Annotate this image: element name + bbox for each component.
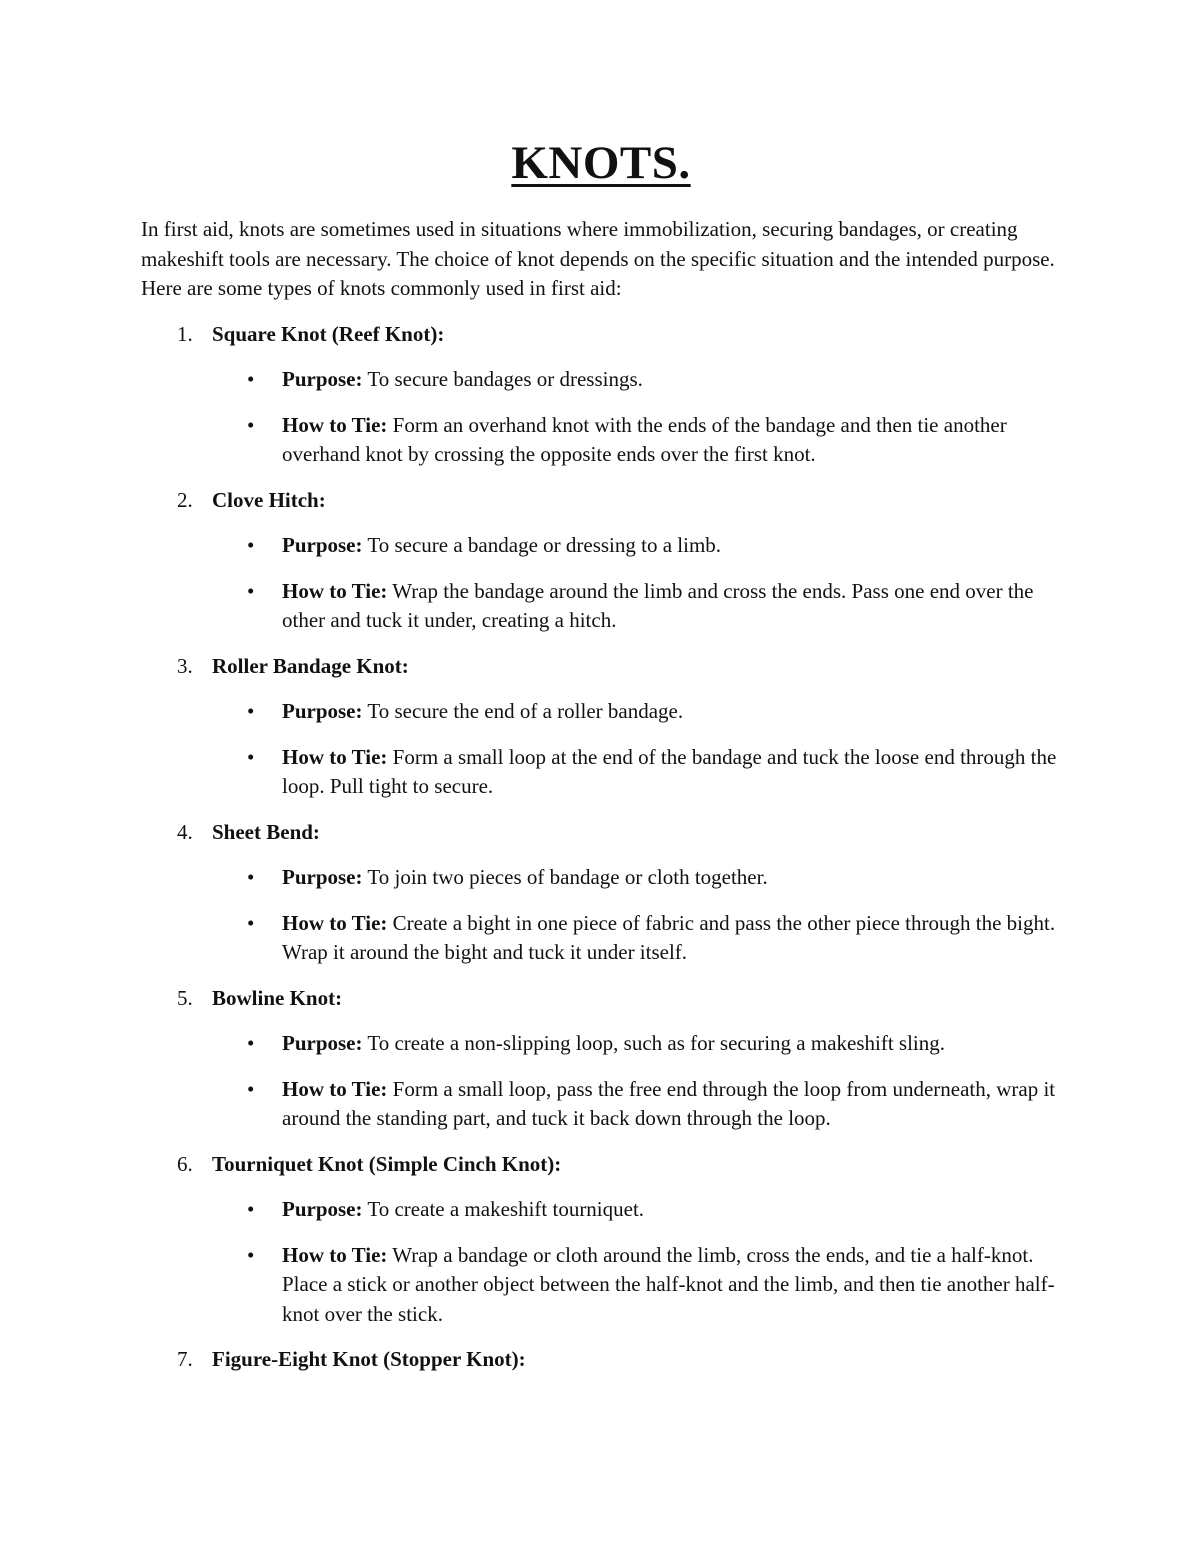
knot-name: Figure-Eight Knot (Stopper Knot): xyxy=(212,1347,526,1371)
howto-text: Form an overhand knot with the ends of the bandage and then tie another overhand knot by crossing the opposite ends over the first knot. xyxy=(282,412,1007,466)
howto-text: Form a small loop at the end of the bandage and tuck the loose end through the loop. Pull tight to secure. xyxy=(282,744,1057,798)
howto-label: How to Tie: xyxy=(282,744,388,769)
purpose-label: Purpose: xyxy=(282,1031,363,1055)
knot-number: 2. xyxy=(177,487,193,512)
purpose-label: Purpose: xyxy=(282,865,363,889)
knot-item xyxy=(141,1150,1061,1330)
knot-number: 6. xyxy=(177,1151,193,1176)
bullet-icon: • xyxy=(247,533,255,557)
knot-number: 3. xyxy=(177,653,193,678)
knot-name: Square Knot (Reef Knot): xyxy=(212,321,445,346)
bullet-icon: • xyxy=(247,1076,255,1101)
knot-heading xyxy=(141,818,1061,848)
purpose-bullet xyxy=(141,1195,1061,1225)
howto-text: Wrap a bandage or cloth around the limb, cross the ends, and tie a half-knot. Place a stick or another object between the half-knot and the limb, and then tie another half-knot over the stick. xyxy=(282,1242,1055,1326)
purpose-label: Purpose: xyxy=(282,1197,363,1221)
purpose-text: To secure the end of a roller bandage. xyxy=(367,699,684,723)
howto-bullet xyxy=(141,1075,1061,1134)
howto-label: How to Tie: xyxy=(282,1076,388,1101)
purpose-text: To secure a bandage or dressing to a limb. xyxy=(367,533,722,557)
howto-text: Create a bight in one piece of fabric and pass the other piece through the bight. Wrap it around the bight and tuck it under itself. xyxy=(282,910,1056,964)
purpose-text: To join two pieces of bandage or cloth together. xyxy=(367,865,768,889)
bullet-icon: • xyxy=(247,744,255,769)
purpose-text: To create a non-slipping loop, such as for securing a makeshift sling. xyxy=(367,1031,946,1055)
purpose-text: To secure bandages or dressings. xyxy=(367,367,643,391)
howto-text: Form a small loop, pass the free end through the loop from underneath, wrap it around the standing part, and tuck it back down through the loop. xyxy=(282,1076,1056,1130)
knot-list xyxy=(141,320,1061,1330)
howto-bullet xyxy=(141,411,1061,470)
purpose-bullet xyxy=(141,697,1061,727)
bullet-icon: • xyxy=(247,1242,255,1267)
knot-heading xyxy=(141,486,1061,516)
purpose-label: Purpose: xyxy=(282,533,363,557)
howto-text: Wrap the bandage around the limb and cross the ends. Pass one end over the other and tuck it under, creating a hitch. xyxy=(282,578,1034,632)
bullet-icon: • xyxy=(247,865,255,889)
knot-name: Sheet Bend: xyxy=(212,819,320,844)
knot-name: Roller Bandage Knot: xyxy=(212,653,409,678)
intro-paragraph: In first aid, knots are sometimes used in situations where immobilization, securing bandages, or creating makeshift tools are necessary. The choice of knot depends on the specific situation and the intended purpose. Here are some types of knots commonly used in first aid: xyxy=(141,217,1055,300)
knot-item xyxy=(141,652,1061,802)
purpose-bullet xyxy=(141,531,1061,561)
knot-item xyxy=(141,486,1061,636)
knot-heading xyxy=(141,320,1061,350)
howto-bullet xyxy=(141,577,1061,636)
bullet-icon: • xyxy=(247,910,255,935)
purpose-label: Purpose: xyxy=(282,367,363,391)
howto-label: How to Tie: xyxy=(282,910,388,935)
bullet-icon: • xyxy=(247,699,255,723)
knot-number: 5. xyxy=(177,985,193,1010)
howto-label: How to Tie: xyxy=(282,1242,388,1267)
knot-name: Tourniquet Knot (Simple Cinch Knot): xyxy=(212,1151,562,1176)
knot-item xyxy=(141,818,1061,968)
knot-heading xyxy=(141,652,1061,682)
knot-number: 1. xyxy=(177,321,193,346)
knot-heading xyxy=(141,984,1061,1014)
document-page xyxy=(141,137,1061,1391)
bullet-icon: • xyxy=(247,1031,255,1055)
knot-heading xyxy=(141,1150,1061,1180)
knot-number: 7. xyxy=(177,1347,193,1371)
knot-name: Bowline Knot: xyxy=(212,985,343,1010)
purpose-bullet xyxy=(141,863,1061,893)
purpose-text: To create a makeshift tourniquet. xyxy=(367,1197,645,1221)
howto-bullet xyxy=(141,1241,1061,1330)
howto-bullet xyxy=(141,743,1061,802)
knot-number: 4. xyxy=(177,819,193,844)
howto-label: How to Tie: xyxy=(282,412,388,437)
bullet-icon: • xyxy=(247,578,255,603)
purpose-bullet xyxy=(141,1029,1061,1059)
knot-name: Clove Hitch: xyxy=(212,487,326,512)
bullet-icon: • xyxy=(247,412,255,437)
bullet-icon: • xyxy=(247,367,255,391)
howto-bullet xyxy=(141,909,1061,968)
knot-heading xyxy=(141,1345,1061,1375)
knot-item-last xyxy=(141,1345,1061,1375)
document-title: KNOTS. xyxy=(511,137,691,189)
knot-item xyxy=(141,984,1061,1134)
bullet-icon: • xyxy=(247,1197,255,1221)
howto-label: How to Tie: xyxy=(282,578,388,603)
knot-item xyxy=(141,320,1061,470)
purpose-bullet xyxy=(141,365,1061,395)
purpose-label: Purpose: xyxy=(282,699,363,723)
